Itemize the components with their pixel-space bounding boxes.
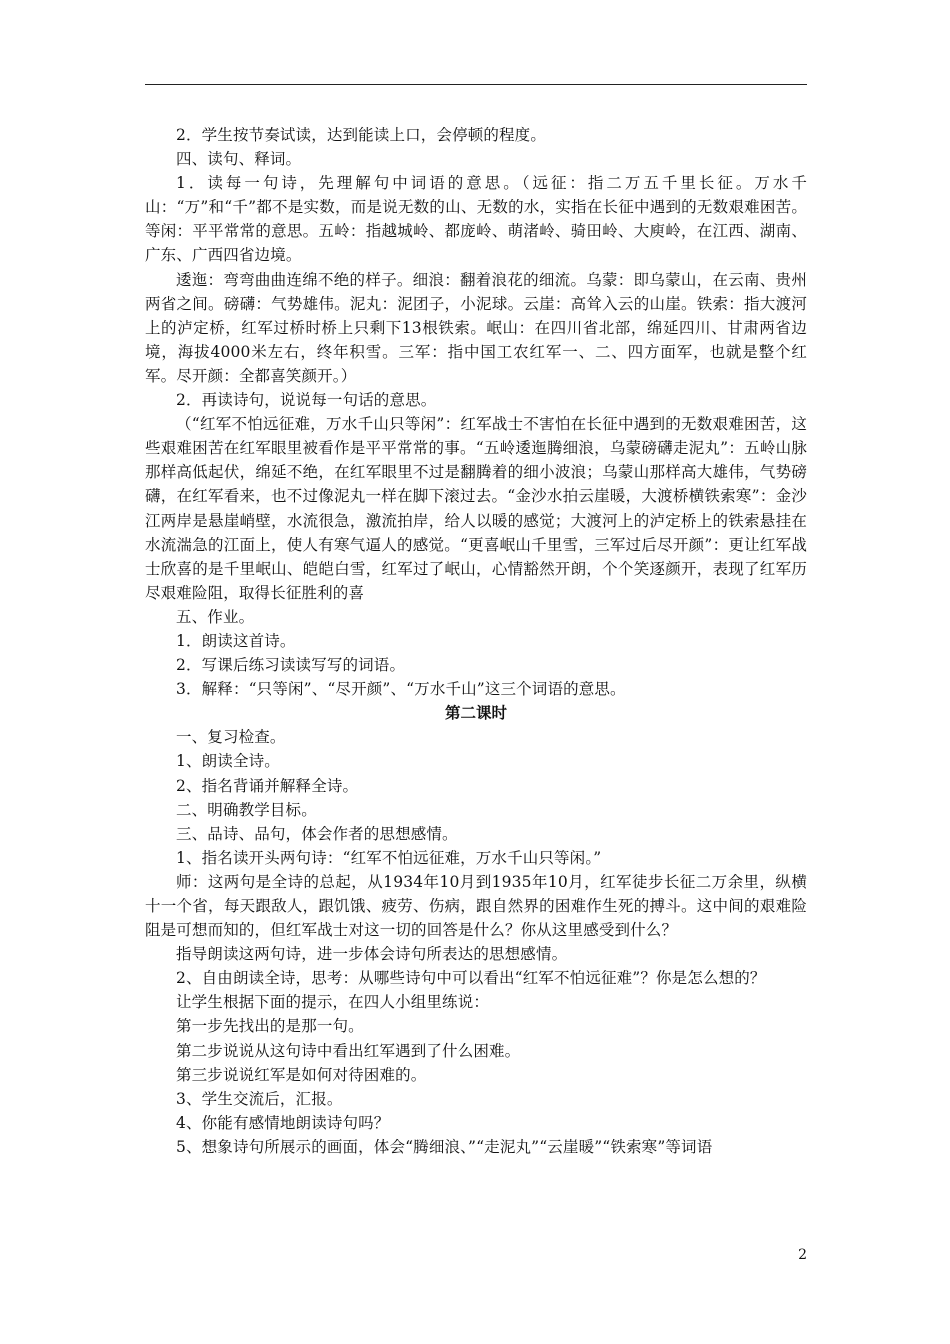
list-item: 1．朗读这首诗。 [176,631,296,650]
paragraph: 师：这两句是全诗的总起，从1934年10月到1935年10月，红军徒步长征二万余里，纵横十一个省，每天跟敌人，跟饥饿、疲劳、伤病，跟自然界的困难作生死的搏斗。这中间的艰难险阻是可想而知的，但红军战士对这一切的回答是什么？你从这里感受到什么？ [145,872,807,940]
list-item: 1、指名读开头两句诗：“红军不怕远征难，万水千山只等闲。” [176,848,602,867]
list-item: 5、想象诗句所展示的画面，体会“腾细浪、”“走泥丸”“云崖暖”“铁索寒”等词语 [176,1137,713,1156]
list-item: 3、学生交流后，汇报。 [176,1089,343,1108]
paragraph: 指导朗读这两句诗，进一步体会诗句所表达的思想感情。 [176,945,568,964]
paragraph: 2．再读诗句，说说每一句话的意思。 [176,391,437,410]
paragraph: 让学生根据下面的提示，在四人小组里练说： [176,993,490,1012]
paragraph: 第二步说说从这句诗中看出红军遇到了什么困难。 [176,1041,521,1060]
list-item: 3．解释：“只等闲”、“尽开颜”、“万水千山”这三个词语的意思。 [176,680,626,699]
lesson-heading: 第二课时 [444,703,507,723]
list-item: 2．写课后练习读读写写的词语。 [176,656,406,675]
section-heading: 五、作业。 [176,607,255,626]
paragraph: 2．学生按节奏试读，达到能读上口，会停顿的程度。 [176,126,546,144]
page-number: 2 [798,1247,807,1263]
paragraph: 第一步先找出的是那一句。 [176,1017,364,1036]
paragraph: （“红军不怕远征难，万水千山只等闲”：红军战士不害怕在长征中遇到的无数艰难困苦，这些艰难困苦在红军眼里被看作是平平常常的事。“五岭逶迤腾细浪，乌蒙磅礴走泥丸”：五岭山脉那样高低起伏，绵延不绝，在红军眼里不过是翻腾着的细小波浪；乌蒙山那样高大雄伟，气势磅礴，在红军看来，也不过像泥丸一样在脚下滚过去。“金沙水拍云崖暖，大渡桥横铁索寒”：金沙江两岸是悬崖峭壁，水流很急，激流拍岸，给人以暖的感觉；大渡河上的泸定桥上的铁索悬挂在水流湍急的江面上，使人有寒气逼人的感觉。“更喜岷山千里雪，三军过后尽开颜”：更让红军战士欣喜的是千里岷山、皑皑白雪，红军过了岷山，心情豁然开朗，个个笑逐颜开，表现了红军历尽艰难险阻，取得长征胜利的喜 [145,415,807,602]
paragraph: 第三步说说红军是如何对待困难的。 [176,1065,427,1084]
document-body [145,123,807,1159]
list-item: 2、自由朗读全诗，思考：从哪些诗句中可以看出“红军不怕远征难”？你是怎么想的？ [176,969,766,988]
paragraph: 逶迤：弯弯曲曲连绵不绝的样子。细浪：翻着浪花的细流。乌蒙：即乌蒙山，在云南、贵州两省之间。磅礴：气势雄伟。泥丸：泥团子，小泥球。云崖：高耸入云的山崖。铁索：指大渡河上的泸定桥，红军过桥时桥上只剩下13根铁索。岷山：在四川省北部，绵延四川、甘肃两省边境，海拔4000米左右，终年积雪。三军：指中国工农红军一、二、四方面军，也就是整个红军。尽开颜：全都喜笑颜开。） [145,270,807,385]
section-heading: 四、读句、释词。 [176,150,302,169]
list-item: 4、你能有感情地朗读诗句吗？ [176,1113,390,1132]
section-heading: 三、品诗、品句，体会作者的思想感情。 [176,824,458,843]
section-heading: 一、复习检查。 [176,728,286,747]
header-rule [145,84,807,85]
paragraph: 1．读每一句诗，先理解句中词语的意思。（远征：指二万五千里长征。万水千山：“万”和“千”都不是实数，而是说无数的山、无数的水，实指在长征中遇到的无数艰难困苦。等闲：平平常常的意思。五岭：指越城岭、都庞岭、萌渚岭、骑田岭、大庾岭，在江西、湖南、广东、广西四省边境。 [145,174,807,265]
list-item: 2、指名背诵并解释全诗。 [176,776,359,795]
section-heading: 二、明确教学目标。 [176,800,317,819]
list-item: 1、朗读全诗。 [176,752,280,771]
